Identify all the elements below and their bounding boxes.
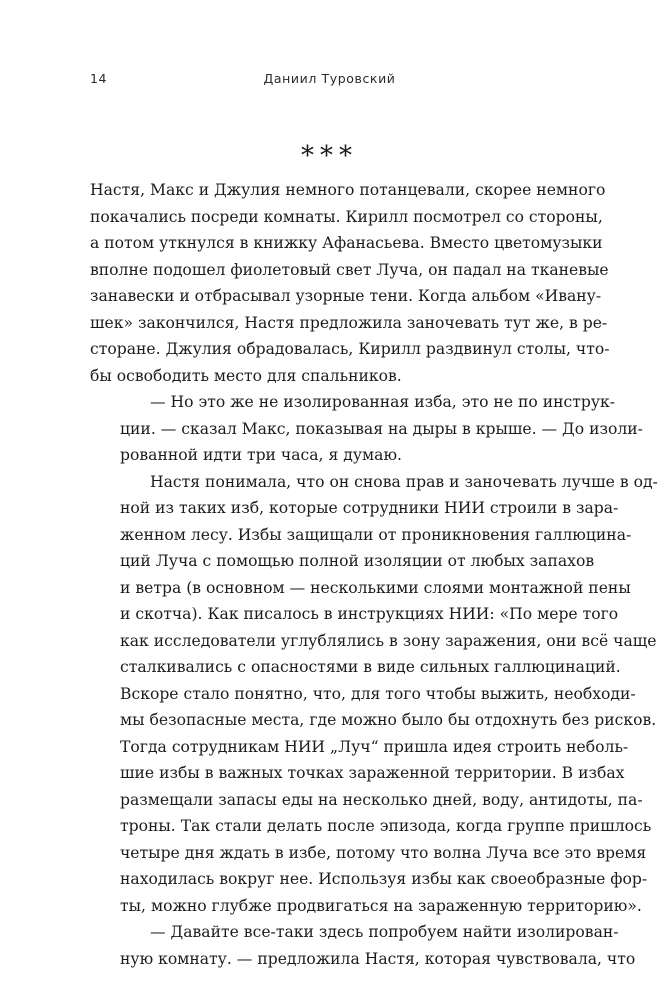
- text-line: шек» закончился, Настя предложила заночевать тут же, в ре-: [90, 313, 608, 332]
- text-line: как исследователи углублялись в зону заражения, они всё чаще: [120, 631, 657, 650]
- text-line: а потом уткнулся в книжку Афанасьева. Вместо цветомузыки: [90, 234, 603, 252]
- text-line: троны. Так стали делать после эпизода, когда группе пришлось: [120, 817, 652, 835]
- text-line: ции. — сказал Макс, показывая на дыры в крыше. — До изоли-: [120, 419, 643, 438]
- text-line: Настя, Макс и Джулия немного потанцевали, скорее немного: [90, 181, 606, 199]
- text-line: сталкивались с опасностями в виде сильных галлюцинаций.: [120, 658, 621, 676]
- body-text: [90, 177, 658, 972]
- running-head: [90, 71, 569, 91]
- text-line: занавески и отбрасывал узорные тени. Когда альбом «Ивану-: [90, 287, 602, 305]
- text-line: женном лесу. Избы защищали от проникновения галлюцина-: [120, 525, 632, 544]
- text-line: ты, можно глубже продвигаться на зараженную территорию».: [120, 896, 642, 915]
- text-line: покачались посреди комнаты. Кирилл посмотрел со стороны,: [90, 207, 603, 226]
- text-line: мы безопасные места, где можно было бы отдохнуть без рисков.: [120, 711, 657, 729]
- text-line: сторане. Джулия обрадовалась, Кирилл раздвинул столы, что-: [90, 340, 610, 358]
- text-line: находилась вокруг нее. Используя избы как своеобразные фор-: [120, 870, 648, 888]
- text-line: размещали запасы еды на несколько дней, воду, антидоты, па-: [120, 790, 643, 809]
- text-line: и ветра (в основном — несколькими слоями монтажной пены: [120, 578, 631, 597]
- paragraph: [90, 469, 658, 920]
- section-separator: ***: [301, 141, 358, 171]
- text-line: шие избы в важных точках зараженной территории. В избах: [120, 764, 625, 782]
- text-line: — Давайте все-таки здесь попробуем найти изолирован-: [150, 923, 619, 941]
- paragraph: [90, 919, 636, 972]
- text-line: четыре дня ждать в избе, потому что волна Луча все это время: [120, 843, 647, 862]
- running-head-author: Даниил Туровский: [263, 71, 396, 86]
- text-line: Настя понимала, что он снова прав и заночевать лучше в од-: [150, 472, 658, 491]
- text-line: Тогда сотрудникам НИИ „Луч“ пришла идея строить неболь-: [120, 737, 629, 756]
- text-line: бы освободить место для спальников.: [90, 366, 402, 385]
- text-line: ций Луча с помощью полной изоляции от любых запахов: [120, 552, 595, 570]
- text-line: ную комнату. — предложила Настя, которая чувствовала, что: [120, 949, 636, 968]
- paragraph: [90, 389, 643, 469]
- page-number: 14: [90, 71, 108, 86]
- text-line: рованной идти три часа, я думаю.: [120, 446, 402, 464]
- text-line: и скотча). Как писалось в инструкциях НИИ: «По мере того: [120, 605, 619, 623]
- text-line: вполне подошел фиолетовый свет Луча, он падал на тканевые: [90, 260, 609, 279]
- text-line: — Но это же не изолированная изба, это не по инструк-: [150, 393, 616, 411]
- paragraph: [90, 177, 610, 389]
- text-line: ной из таких изб, которые сотрудники НИИ строили в зара-: [120, 499, 619, 517]
- text-line: Вскоре стало понятно, что, для того чтобы выжить, необходи-: [120, 684, 636, 703]
